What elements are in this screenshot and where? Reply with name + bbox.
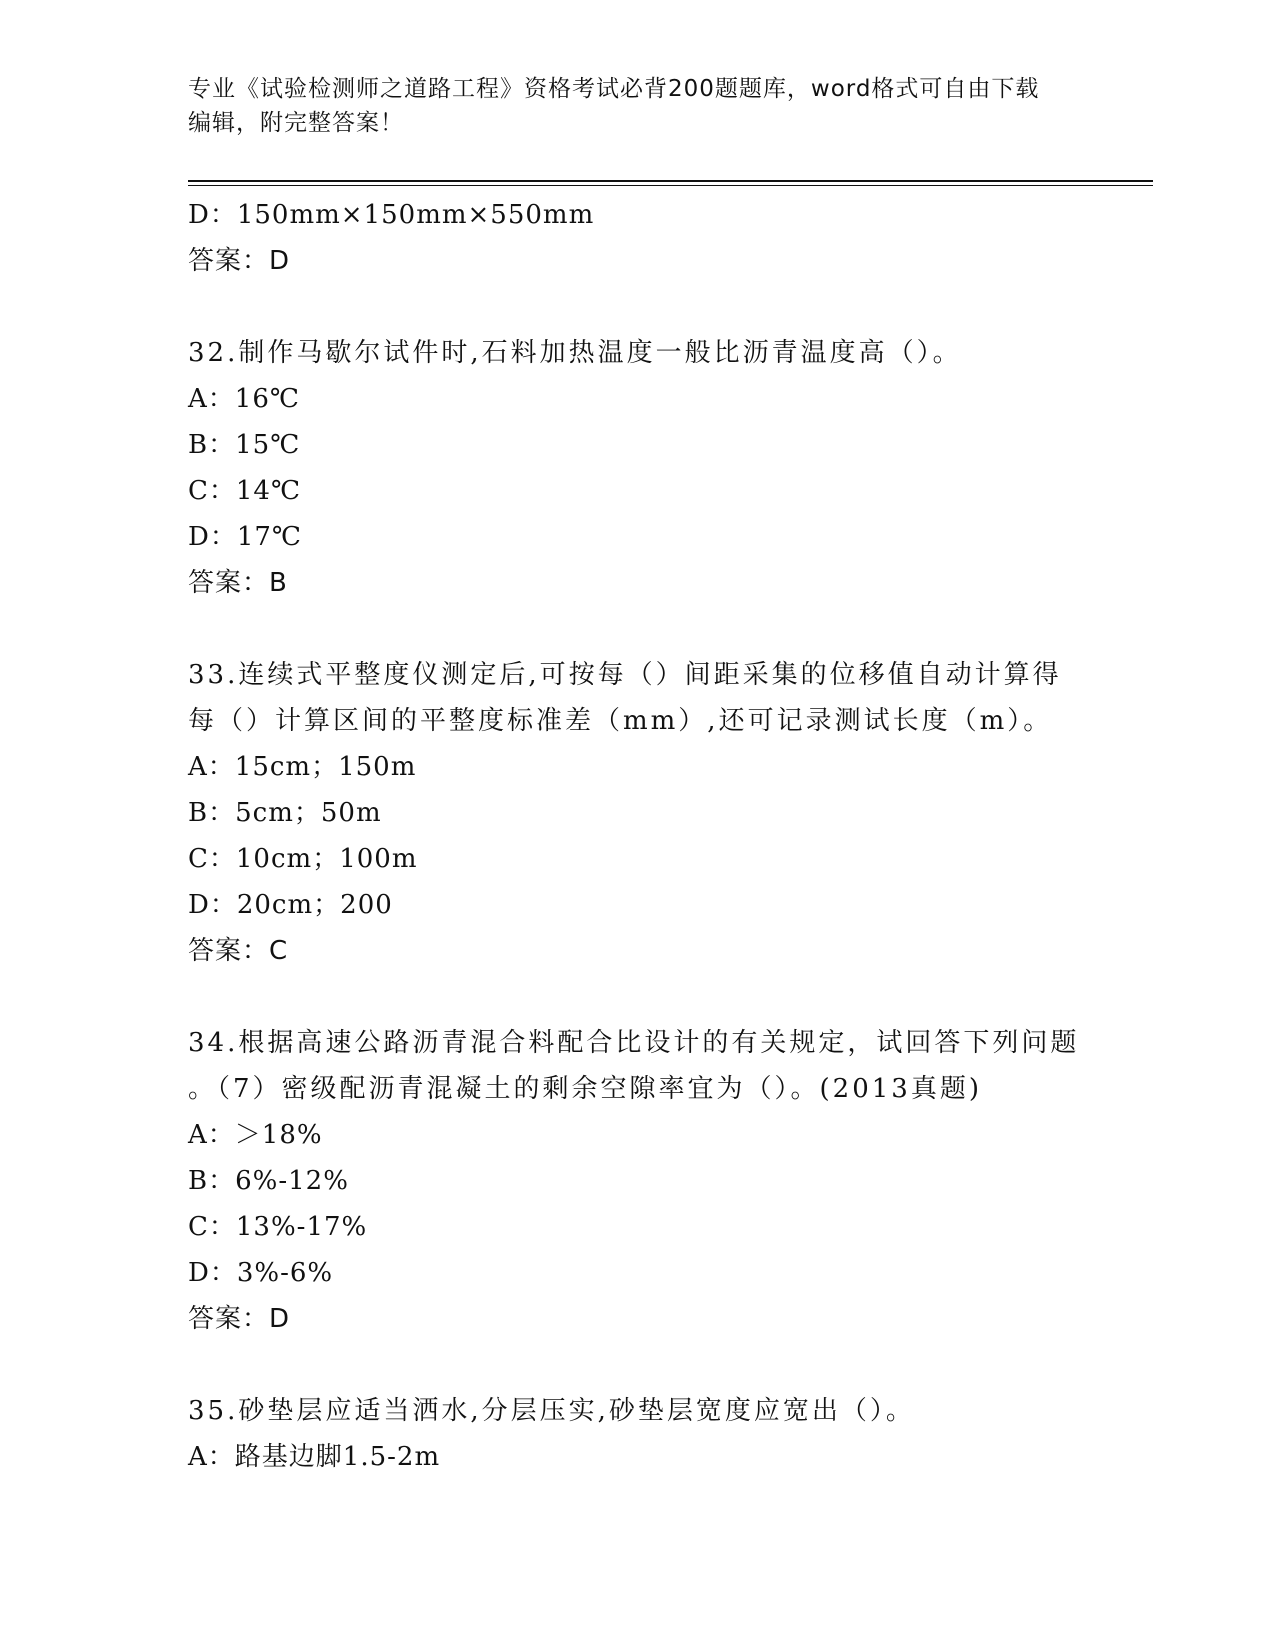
option-c: C：10cm；100m — [188, 844, 418, 874]
option-d: D：20cm；200 — [188, 890, 393, 920]
option-a: A：16℃ — [188, 384, 300, 414]
question-stem: 34.根据高速公路沥青混合料配合比设计的有关规定，试回答下列问题 — [188, 1028, 1080, 1058]
option-d: D：150mm×150mm×550mm — [188, 200, 595, 230]
header-title-line-1: 专业《试验检测师之道路工程》资格考试必背200题题库，word格式可自由下载 — [188, 76, 1040, 102]
option-d: D：17℃ — [188, 522, 303, 552]
answer-text: 答案：D — [188, 246, 291, 276]
option-b: B：15℃ — [188, 430, 301, 460]
answer-text: 答案：B — [188, 568, 288, 598]
option-a: A：＞18% — [188, 1120, 323, 1150]
spacer — [188, 974, 1088, 1020]
question-stem: 32.制作马歇尔试件时,石料加热温度一般比沥青温度高（）。 — [188, 338, 962, 368]
option-c: C：13%-17% — [188, 1212, 368, 1242]
header-divider-thick — [188, 180, 1153, 182]
header-divider-thin — [188, 185, 1153, 186]
option-b: B：5cm；50m — [188, 798, 382, 828]
option-a: A：15cm；150m — [188, 752, 417, 782]
answer-text: 答案：D — [188, 1304, 291, 1334]
option-b: B：6%-12% — [188, 1166, 349, 1196]
spacer — [188, 1342, 1088, 1388]
spacer — [188, 284, 1088, 330]
question-stem: 35.砂垫层应适当洒水,分层压实,砂垫层宽度应宽出（）。 — [188, 1396, 915, 1426]
option-d: D：3%-6% — [188, 1258, 334, 1288]
question-stem-continued: 。（7）密级配沥青混凝土的剩余空隙率宜为（）。(2013真题) — [188, 1074, 982, 1104]
page-header — [188, 72, 1088, 140]
question-stem-continued: 每（）计算区间的平整度标准差（mm）,还可记录测试长度（m）。 — [188, 706, 1053, 736]
header-title-line-2: 编辑，附完整答案！ — [188, 110, 404, 136]
option-c: C：14℃ — [188, 476, 302, 506]
question-content — [188, 192, 1088, 1480]
spacer — [188, 606, 1088, 652]
option-a: A：路基边脚1.5-2m — [188, 1442, 441, 1472]
question-stem: 33.连续式平整度仪测定后,可按每（）间距采集的位移值自动计算得 — [188, 660, 1062, 690]
answer-text: 答案：C — [188, 936, 289, 966]
